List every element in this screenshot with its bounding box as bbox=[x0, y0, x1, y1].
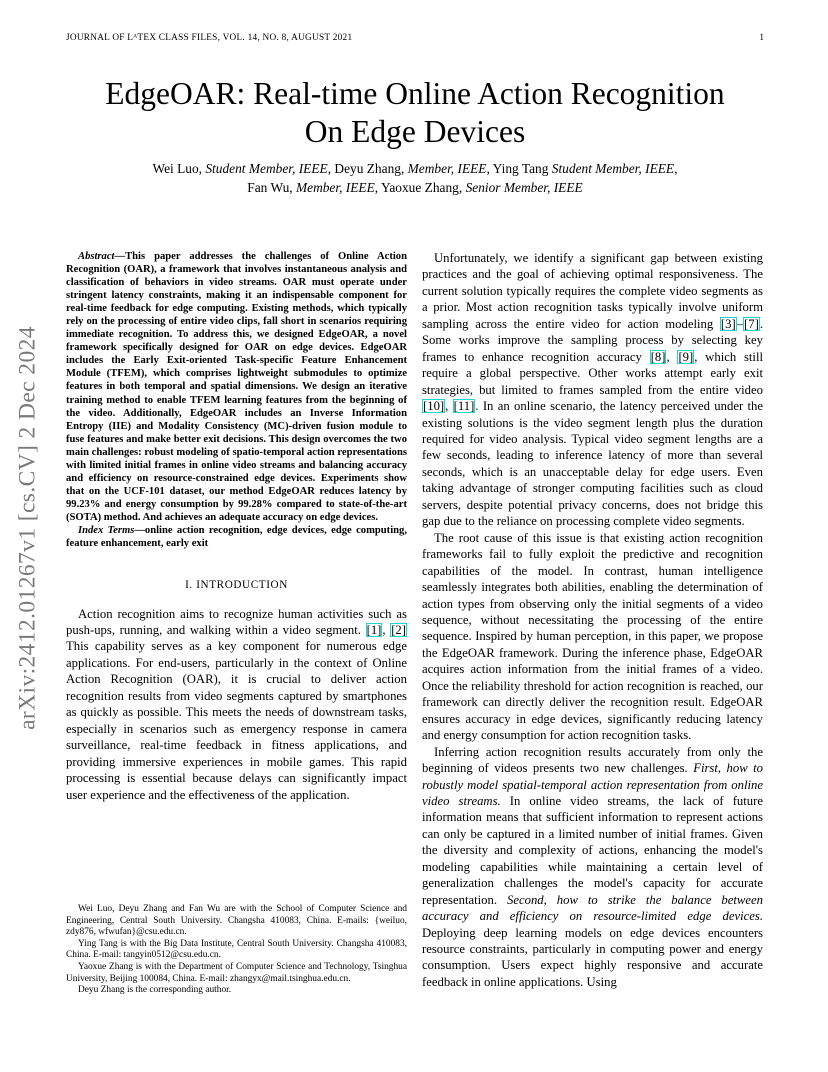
paragraph-text: Unfortunately, we identify a significant gap between existing practices and the goal of achieving optimal responsiveness. The current solution typically requires the complete video segments as a prior. Most action recognition tasks typically involve uniform sampling across the entire video for action modeling bbox=[422, 251, 763, 331]
citation-link[interactable]: [1] bbox=[366, 622, 382, 637]
paragraph-text: This capability serves as a key component for numerous edge applications. For end-users, particularly in the context of Online Action Recognition (OAR), it is crucial to deliver action recognition results from video segments captured by smartphones as quickly as possible. This meets the needs of downstream tasks, especially in scenarios such as emergency response in camera surveillance, real-time feedback in fitness applications, and providing immersive experiences in mobile games. This rapid processing is essential because delays can significantly impact user experience and the effectiveness of the application. bbox=[66, 639, 407, 802]
author-membership: Student Member, IEEE bbox=[205, 161, 328, 176]
author-membership: Senior Member, IEEE bbox=[465, 179, 583, 195]
footnotes bbox=[66, 904, 407, 997]
journal-header: JOURNAL OF LᴬTEX CLASS FILES, VOL. 14, NO. 8, AUGUST 2021 bbox=[66, 33, 353, 43]
author-separator: , bbox=[674, 161, 678, 176]
index-terms bbox=[66, 524, 407, 550]
intro-paragraph-1 bbox=[66, 606, 407, 803]
author-membership: Member, IEEE bbox=[295, 179, 375, 195]
citation-link[interactable]: [11] bbox=[453, 399, 475, 414]
author-name: , Yaoxue Zhang, bbox=[374, 179, 466, 195]
footnote-affiliation-3: Yaoxue Zhang is with the Department of Computer Science and Technology, Tsinghua University, Beijing 100084, China. E-mail: zhangyx@mail.tsinghua.edu.cn. bbox=[66, 961, 407, 984]
paragraph-text: , bbox=[666, 349, 678, 364]
left-column bbox=[66, 250, 407, 803]
footnote-affiliation-2: Ying Tang is with the Big Data Institute, Central South University. Changsha 410083, China. E-mail: tangyin0512@csu.edu.cn. bbox=[66, 938, 407, 961]
citation-link[interactable]: [10] bbox=[423, 399, 445, 414]
index-terms-text: —online action recognition, edge devices, edge computing, feature enhancement, early exit bbox=[66, 524, 407, 550]
body-paragraph-2: The root cause of this issue is that existing action recognition frameworks fail to fully exploit the predictive and recognition capabilities of the model. In contrast, human intelligence seamlessly integrates both abilities, enabling the determination of action types from observing only the initial segments of a video sequence, without necessitating the processing of the entire sequence. Inspired by human perception, in this paper, we propose the EdgeOAR framework. During the inference phase, EdgeOAR acquires action information from the initial frames of a video. Once the reliability threshold for action recognition is reached, our framework can directly deliver the recognition result. EdgeOAR ensures accuracy in edge devices, significantly reducing latency and energy consumption for action recognition tasks. bbox=[422, 530, 763, 743]
title-line-1: EdgeOAR: Real-time Online Action Recognition bbox=[105, 76, 725, 111]
citation-link[interactable]: [8] bbox=[650, 349, 666, 364]
arxiv-identifier bbox=[12, 293, 43, 763]
challenge-second: Second, how to strike the balance between accuracy and efficiency on resource-limited edge devices. bbox=[422, 892, 763, 924]
right-column bbox=[422, 250, 763, 990]
author-name: Wei Luo, bbox=[152, 161, 206, 176]
citation-link[interactable]: [2] bbox=[391, 622, 406, 637]
citation-link[interactable]: [7] bbox=[744, 316, 759, 331]
challenge-first: First, how to robustly model spatial-temporal action representation from online video streams. bbox=[422, 761, 763, 808]
abstract-label: Abstract bbox=[78, 251, 115, 262]
body-paragraph-1 bbox=[422, 250, 763, 530]
author-line-1 bbox=[66, 160, 764, 179]
footnote-corresponding: Deyu Zhang is the corresponding author. bbox=[78, 985, 232, 996]
paragraph-text: , bbox=[445, 399, 453, 414]
paragraph-text: Action recognition aims to recognize human activities such as push-ups, running, and walking within a video segment. bbox=[66, 606, 407, 637]
citation-link[interactable]: [9] bbox=[678, 349, 694, 364]
paragraph-text: Deploying deep learning models on edge devices encounters resource constraints, particularly in computing power and energy consumption. Users expect highly responsive and accurate feedback in online applications. Using bbox=[422, 925, 763, 989]
page-number: 1 bbox=[759, 33, 764, 43]
paragraph-text: , bbox=[382, 622, 391, 637]
author-name: , Deyu Zhang, bbox=[327, 161, 408, 176]
author-membership: Member, IEEE bbox=[407, 161, 487, 176]
abstract bbox=[66, 250, 407, 524]
arxiv-identifier-text: arXiv:2412.01267v1 [cs.CV] 2 Dec 2024 bbox=[14, 326, 40, 730]
index-terms-label: Index Terms bbox=[78, 524, 135, 536]
paragraph-text: . Some works improve the sampling process by selecting key frames to enhance recognition accuracy bbox=[422, 316, 763, 364]
author-name: Fan Wu, bbox=[247, 179, 296, 195]
citation-link[interactable]: [3] bbox=[720, 316, 736, 331]
author-name: , Ying Tang bbox=[486, 161, 552, 176]
paper-title bbox=[66, 75, 764, 151]
author-line-2 bbox=[66, 179, 764, 198]
paragraph-text: . In an online scenario, the latency perceived under the existing solutions is the video segment length plus the duration required for video analysis. Typical video segment lengths are a few seconds, leading to inference latency of more than several seconds, which is an unacceptable delay for edge users. Even taking advantage of stronger computing facilities such as cloud servers, despite potential privacy concerns, does not bridge this gap due to the reliance on processing complete video segments. bbox=[422, 399, 764, 529]
section-heading-introduction: I. INTRODUCTION bbox=[185, 579, 288, 592]
author-membership: Student Member, IEEE bbox=[551, 161, 675, 176]
paragraph-text: – bbox=[736, 316, 744, 331]
body-paragraph-3 bbox=[422, 744, 763, 991]
author-list bbox=[66, 160, 764, 197]
paragraph-text: In online video streams, the lack of future information means that sufficient information to represent actions can only be captured in a limited number of initial frames. Given the diversity and complexity of actions, enhancing the model's modeling capabilities while maintaining a certain level of generalization challenges the model's capacity for accurate representation. bbox=[422, 793, 763, 907]
paragraph-text: , which still require a global perspective. Other works attempt early exit strategies, but limited to frames sampled from the entire video bbox=[422, 349, 764, 397]
title-line-2: On Edge Devices bbox=[304, 114, 526, 149]
paragraph-text: Inferring action recognition results accurately from only the beginning of videos presents two new challenges. bbox=[422, 744, 763, 776]
abstract-text: —This paper addresses the challenges of Online Action Recognition (OAR), a framework that involves instantaneous analysis and classification of behaviors in video streams. OAR must operate under stringent latency constraints, making it an indispensable component for real-time feedback for edge computing. Existing methods, which typically rely on the processing of entire video clips, fall short in scenarios requiring immediate recognition. To address this, we designed EdgeOAR, a novel framework specifically designed for OAR on edge devices. EdgeOAR includes the Early Exit-oriented Task-specific Feature Enhancement Module (TFEM), which comprises lightweight submodules to optimize features in both temporal and spatial dimensions. We design an iterative training method to enable TFEM learning features from the beginning of the video. Additionally, EdgeOAR includes an Inverse Information Entropy (IIE) and Modality Consistency (MC)-driven fusion module to fuse features and make better exit decisions. This design overcomes the two main challenges: robust modeling of spatio-temporal action representations with limited initial frames in online video streams and balancing accuracy and efficiency on resource-constrained edge devices. Experiments show that on the UCF-101 dataset, our method EdgeOAR reduces latency by 99.23% and energy consumption by 99.28% compared to state-of-the-art (SOTA) method. And achieves an adequate accuracy on edge devices. bbox=[66, 251, 407, 523]
footnote-affiliation-1: Wei Luo, Deyu Zhang and Fan Wu are with the School of Computer Science and Engineering, Central South University. Changsha 410083, China. E-mails: {weiluo, zdy876, wfwufan}@csu.edu.cn. bbox=[66, 904, 407, 938]
